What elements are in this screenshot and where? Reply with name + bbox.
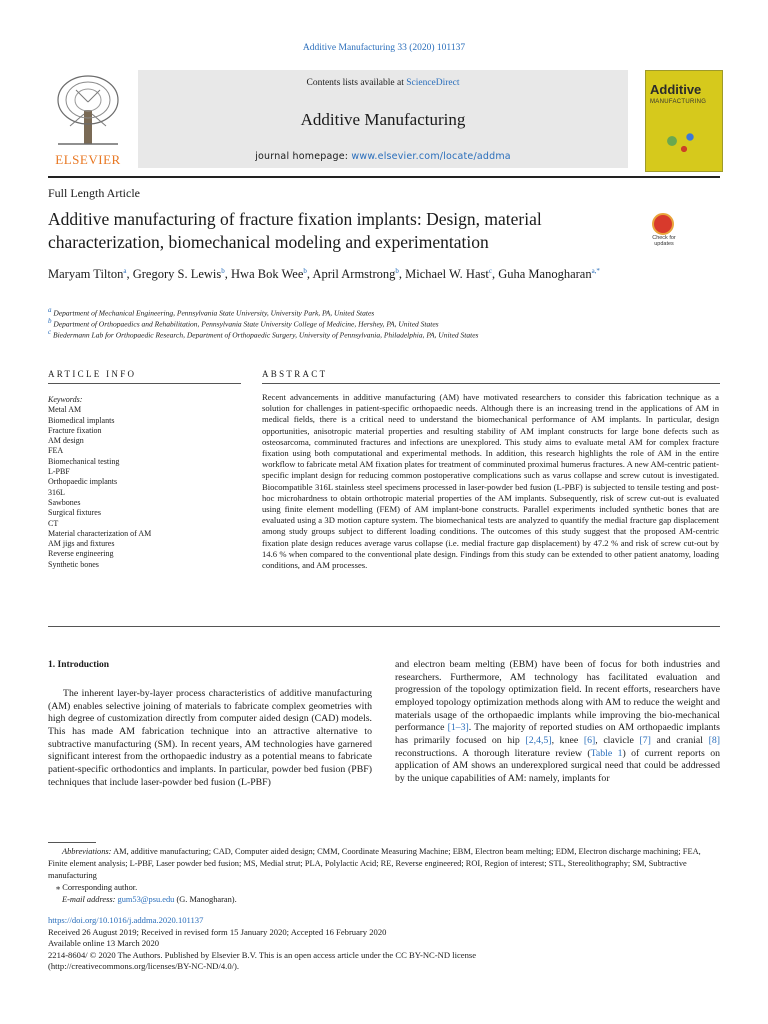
citation-link[interactable]: [7]: [639, 734, 651, 746]
contents-line: [138, 78, 628, 88]
check-updates-label: Check for updates: [652, 235, 676, 247]
intro-text: , clavicle: [595, 734, 640, 746]
article-type: Full Length Article: [48, 186, 140, 200]
keyword-item: Surgical fixtures: [48, 508, 101, 518]
email-footnote: [62, 894, 734, 906]
cover-image: [654, 121, 714, 161]
author-affiliation-mark[interactable]: b: [395, 267, 399, 275]
available-online: Available online 13 March 2020: [48, 938, 160, 948]
intro-text: and cranial: [650, 734, 709, 746]
intro-text: , knee: [551, 734, 584, 746]
masthead-divider: [48, 176, 720, 178]
received-dates: Received 26 August 2019; Received in revised form 15 January 2020; Accepted 16 February 2020: [48, 926, 387, 937]
abbreviations-text: AM, additive manufacturing; CAD, Computer aided design; CMM, Coordinate Measuring Machine; EBM, Electron beam melting; EDM, Electron discharge machining; FEA, Finite element analysis; L-PBF, Laser powder bed fusion; MS, Medial strut; PLA, Polylactic Acid; RE, Reverse engineered; ROI, Region of interest; STL, Stereolithography; SM, Subtractive manufacturing: [48, 847, 701, 880]
sciencedirect-link[interactable]: ScienceDirect: [406, 78, 460, 88]
author-affiliation-mark[interactable]: b: [221, 267, 225, 275]
keyword-item: AM jigs and fixtures: [48, 539, 115, 549]
intro-text: . The majority of reported studies on AM orthopaedic implants has primarily focused on hip: [395, 722, 720, 746]
journal-cover[interactable]: [645, 70, 723, 172]
abbreviations-footnote: [48, 846, 720, 882]
keyword-item: Synthetic bones: [48, 559, 99, 569]
doi-link[interactable]: https://doi.org/10.1016/j.addma.2020.101137: [48, 915, 204, 925]
affiliation-c: [48, 328, 478, 340]
intro-text: and electron beam melting (EBM) have been of focus for both industries and researchers. Furthermore, AM technology has facilitated evaluation and progression of the topology optimization field. In recent efforts, researchers have employed topology optimization methods along with AM to reduce the weight and materials usage of the orthopaedic implants while improving the bio-mechanical performance: [395, 659, 720, 734]
abstract-rule: [262, 383, 720, 384]
keyword-item: Orthopaedic implants: [48, 477, 118, 487]
author-name[interactable]: Maryam Tilton: [48, 267, 124, 282]
keyword-item: Sawbones: [48, 497, 81, 507]
cover-subtitle: MANUFACTURING: [650, 99, 707, 105]
author-affiliation-mark[interactable]: c: [488, 267, 492, 275]
keyword-item: Reverse engineering: [48, 549, 114, 559]
masthead: [48, 70, 628, 170]
intro-text: reconstructions. A thorough literature review (: [395, 747, 591, 759]
citation-link[interactable]: [8]: [708, 734, 721, 746]
affiliation-text: Biedermann Lab for Orthopaedic Research, Department of Orthopaedic Surgery, University of Pennsylvania, Philadelphia, PA, United States: [52, 330, 479, 340]
author-affiliation-mark[interactable]: a: [123, 267, 127, 275]
intro-text: ) of current reports on application of AM shows an underexplored surgical need that could be addressed by the unique capabilities of AM: namely, implants for: [395, 747, 720, 784]
author-name[interactable]: April Armstrong: [312, 267, 396, 282]
affiliation-mark: c: [48, 328, 52, 336]
affiliation-a: [48, 306, 374, 318]
author-name[interactable]: Michael W. Hast: [405, 267, 489, 282]
email-link[interactable]: gum53@psu.edu: [117, 895, 175, 904]
affiliation-mark: a: [48, 306, 52, 314]
publisher-name: ELSEVIER: [55, 152, 121, 167]
license-url[interactable]: (http://creativecommons.org/licenses/BY-NC-ND/4.0/).: [48, 961, 240, 971]
introduction-right-column: [395, 659, 720, 786]
keyword-item: FEA: [48, 446, 64, 456]
affiliation-text: Department of Mechanical Engineering, Pennsylvania State University, University Park, PA, United States: [53, 308, 375, 318]
homepage-link[interactable]: www.elsevier.com/locate/addma: [351, 151, 511, 162]
author-list: Maryam Tilton$^a$, Gregory S. Lewis$^b$, Hwa Bok Wee$^b$, April Armstrong$^b$, Michael W. Hast$^c$, Guha Manogharan$^{a,*}$: [48, 267, 600, 282]
author-name[interactable]: Gregory S. Lewis: [132, 267, 222, 282]
introduction-heading: 1. Introduction: [48, 660, 110, 670]
journal-banner: [138, 70, 628, 168]
abstract-bottom-rule: [48, 626, 720, 627]
abstract-text: Recent advancements in additive manufacturing (AM) have motivated researchers to consider this fabrication technique as a solution for challenges in patient-specific orthopaedic needs. Although there is an increasing trend in the applications of AM in medical fields, there is a critical need to understand the biomechanical performance of AM implants. In particular, design opportunities, anisotropic material properties and resulting stability of AM implant constructs for large bone defects such as osteosarcoma, comminuted fractures and infections are unexplored. This study aims to evaluate metal AM for complex fracture fixation using both computational and experimental methods. In addition, this research highlights the role of AM in the entire workflow to fabricate metal AM fixation plates for treatment of comminuted proximal humerus fractures. A new AM-centric patient-specific implant design for reducing common postoperative complications such as varus collapse and screw cutout is investigated. Biocompatible 316L stainless steel specimens processed in laser-powder bed fusion (L-PBF) is subjected to tensile testing and post-hoc microhardness to obtain orthotropic material properties of the AM implants. Subsequently, risk of screw cut-out is evaluated using finite element modelling (FEM) of AM implant-bone constructs. Parallel experiments included synthetic bones that are evaluated using a 3D motion capture system. The biomechanical tests are analyzed to quantify the medial fracture gap displacement among study groups subject to different loading conditions. The outcomes of this study suggest that the proposed AM-centric fixation plate design reduces average varus collapse (i.e. medial fracture gap displacement) by 47.2 % and risk of screw cut-out by 14.6 % when compared to the conventional plate design. Findings from this study can be extended to other patient anatomy, loading conditions, and AM processes.: [262, 392, 719, 571]
article-info-heading: ARTICLE INFO: [48, 369, 137, 379]
keywords-label: Keywords:: [48, 395, 83, 404]
keyword-item: 316L: [48, 487, 65, 497]
affiliation-mark: b: [48, 317, 52, 325]
author-name[interactable]: Guha Manogharan: [498, 267, 592, 282]
footnote-rule: [48, 842, 96, 843]
keywords-block: [48, 395, 228, 570]
keyword-item: Biomedical implants: [48, 415, 115, 425]
check-for-updates-button[interactable]: [644, 213, 684, 253]
citation-link[interactable]: [1–3]: [447, 722, 469, 734]
cover-title: Additive: [650, 82, 702, 97]
email-owner: (G. Manogharan).: [174, 895, 237, 904]
bookmark-icon: [652, 213, 674, 235]
keyword-item: L-PBF: [48, 467, 70, 477]
corresponding-footnote: ⁎ Corresponding author.: [56, 883, 138, 892]
keyword-item: CT: [48, 518, 59, 528]
citation-link[interactable]: [2,4,5]: [525, 734, 552, 746]
affiliation-b: [48, 317, 439, 329]
author-affiliation-mark[interactable]: a,*: [591, 267, 600, 275]
corresponding-text: Corresponding author.: [62, 883, 138, 892]
table-link[interactable]: Table 1: [590, 747, 623, 759]
email-label: E-mail address:: [62, 895, 116, 904]
journal-reference[interactable]: Additive Manufacturing 33 (2020) 101137: [302, 43, 466, 53]
keyword-item: AM design: [48, 436, 84, 446]
keyword-item: Biomechanical testing: [48, 456, 120, 466]
abstract-heading: ABSTRACT: [262, 369, 328, 379]
keyword-item: Material characterization of AM: [48, 528, 152, 538]
keyword-item: Fracture fixation: [48, 425, 102, 435]
article-title: Additive manufacturing of fracture fixation implants: Design, material characterization, biomechanical modeling and experimentation: [48, 209, 542, 252]
homepage-line: [138, 151, 628, 162]
article-info-rule: [48, 383, 241, 384]
keyword-item: Metal AM: [48, 405, 82, 415]
contents-prefix: Contents lists available at: [306, 78, 407, 88]
citation-link[interactable]: [6]: [583, 734, 596, 746]
license-text: 2214-8604/ © 2020 The Authors. Published by Elsevier B.V. This is an open access article under the CC BY-NC-ND license: [48, 949, 477, 960]
abbreviations-label: Abbreviations:: [62, 847, 112, 856]
journal-name: Additive Manufacturing: [300, 110, 466, 129]
publication-info: [48, 915, 720, 973]
author-affiliation-mark[interactable]: b: [303, 267, 307, 275]
introduction-left-column: The inherent layer-by-layer process characteristics of additive manufacturing (AM) enables selective joining of materials to fabricate complex geometries with high degree of customization directly from computer aided design (CAD) models. This has made AM fabrication technique into an attractive alternative to subtractive manufacturing (SM). In recent years, AM technologies have garnered significant interest from the orthopaedic industry as a potential means to fabricate patient-specific orthodontics and implants. In particular, powder bed fusion (PBF) techniques that include laser-powder bed fusion (L-PBF): [48, 688, 372, 788]
author-name[interactable]: Hwa Bok Wee: [231, 267, 304, 282]
homepage-prefix: journal homepage:: [255, 151, 352, 162]
affiliation-text: Department of Orthopaedics and Rehabilitation, Pennsylvania State University College of Medicine, Hershey, PA, United States: [53, 319, 439, 329]
